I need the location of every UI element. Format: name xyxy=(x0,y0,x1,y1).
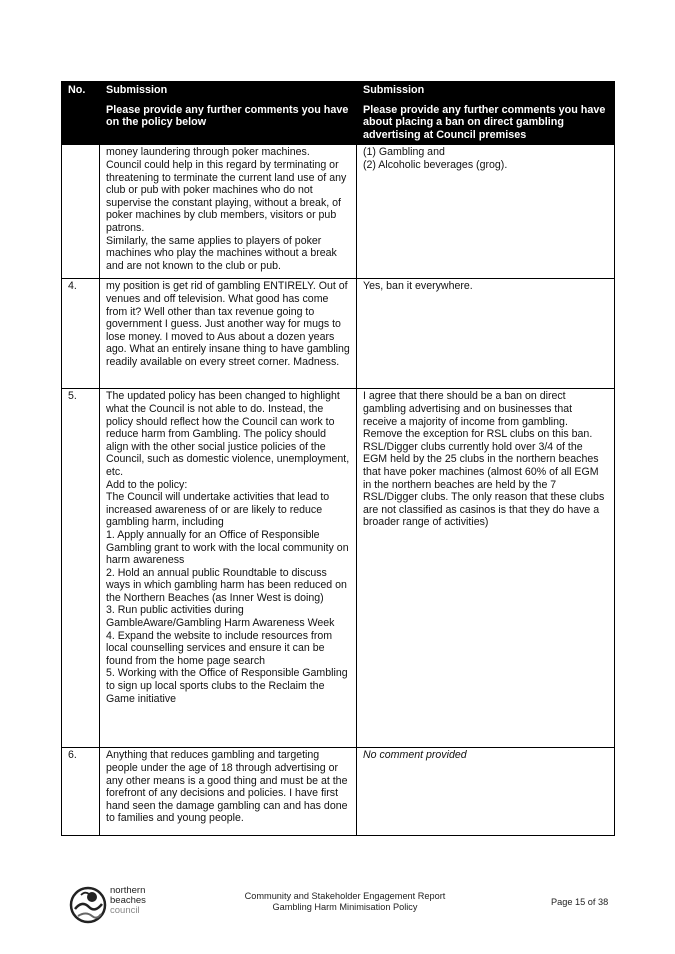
council-logo xyxy=(68,885,178,927)
logo-word-council: council xyxy=(110,905,140,916)
header-policy-comments xyxy=(100,82,357,145)
logo-word-northern: northern xyxy=(110,885,146,896)
table-row xyxy=(62,389,615,748)
council-emblem-icon xyxy=(68,885,108,925)
report-title-line1: Community and Stakeholder Engagement Report xyxy=(244,891,446,901)
submissions-table xyxy=(61,81,615,836)
logo-wordmark xyxy=(110,886,146,916)
row-number xyxy=(62,145,100,279)
header-ban-title: Submission xyxy=(363,84,425,96)
table-row xyxy=(62,279,615,389)
header-policy-title: Submission xyxy=(106,84,168,96)
header-no: No. xyxy=(62,82,100,145)
page-footer xyxy=(0,885,675,935)
table-row xyxy=(62,145,615,279)
ban-comment: No comment provided xyxy=(357,748,615,836)
policy-comment: money laundering through poker machines. Council could help in this regard by terminating or threatening to terminate the current land use of any club or pub with poker machines who do not supervise the constant playing, without a break, of poker machines by club members, visitors or pub patrons. Similarly, the same applies to players of poker machines who play the machines without a break and are not known to the club or pub. xyxy=(100,145,357,279)
ban-comment: I agree that there should be a ban on direct gambling advertising and on businesses that receive a majority of income from gambling. Remove the exception for RSL clubs on this ban. RSL/Digger clubs currently hold over 3/4 of the EGM held by the 25 clubs in the northern beaches that have poker machines (almost 60% of all EGM in the northern beaches are held by the 7 RSL/Digger clubs. The only reason that these clubs are not classified as casinos is that they do have a broader range of activities) xyxy=(357,389,615,748)
row-number: 4. xyxy=(62,279,100,389)
header-ban-comments xyxy=(357,82,615,145)
row-number: 6. xyxy=(62,748,100,836)
logo-word-beaches: beaches xyxy=(110,895,146,906)
page-number: Page 15 of 38 xyxy=(551,897,609,907)
header-ban-question: Please provide any further comments you have about placing a ban on direct gambling advertising at Council premises xyxy=(363,103,606,141)
report-title xyxy=(240,891,450,913)
table-row xyxy=(62,748,615,836)
policy-comment: Anything that reduces gambling and targeting people under the age of 18 through advertising or any other means is a good thing and must be at the forefront of any decisions and policies. I have first hand seen the damage gambling can and has done to families and young people. xyxy=(100,748,357,836)
row-number: 5. xyxy=(62,389,100,748)
ban-comment: Yes, ban it everywhere. xyxy=(357,279,615,389)
ban-comment: (1) Gambling and (2) Alcoholic beverages (grog). xyxy=(357,145,615,279)
table-header-row xyxy=(62,82,615,145)
policy-comment: The updated policy has been changed to highlight what the Council is not able to do. Instead, the policy should reflect how the Council can work to reduce harm from Gambling. The policy should align with the other social justice policies of the Council, such as domestic violence, unemployment, etc. Add to the policy: The Council will undertake activities that lead to increased awareness of or are likely to reduce gambling harm, including 1. Apply annually for an Office of Responsible Gambling grant to work with the local community on harm awareness 2. Hold an annual public Roundtable to discuss ways in which gambling harm has been reduced on the Northern Beaches (as Inner West is doing) 3. Run public activities during GambleAware/Gambling Harm Awareness Week 4. Expand the website to include resources from local counselling services and ensure it can be found from the home page search 5. Working with the Office of Responsible Gambling to sign up local sports clubs to the Reclaim the Game initiative xyxy=(100,389,357,748)
policy-comment: my position is get rid of gambling ENTIRELY. Out of venues and off television. What good has come from it? Well other than tax revenue going to government I guess. Just another way for mugs to lose money. I moved to Aus about a dozen years ago. What an entirely insane thing to have gambling readily available on every street corner. Madness. xyxy=(100,279,357,389)
header-policy-question: Please provide any further comments you have on the policy below xyxy=(106,103,349,129)
report-title-line2: Gambling Harm Minimisation Policy xyxy=(272,902,418,912)
